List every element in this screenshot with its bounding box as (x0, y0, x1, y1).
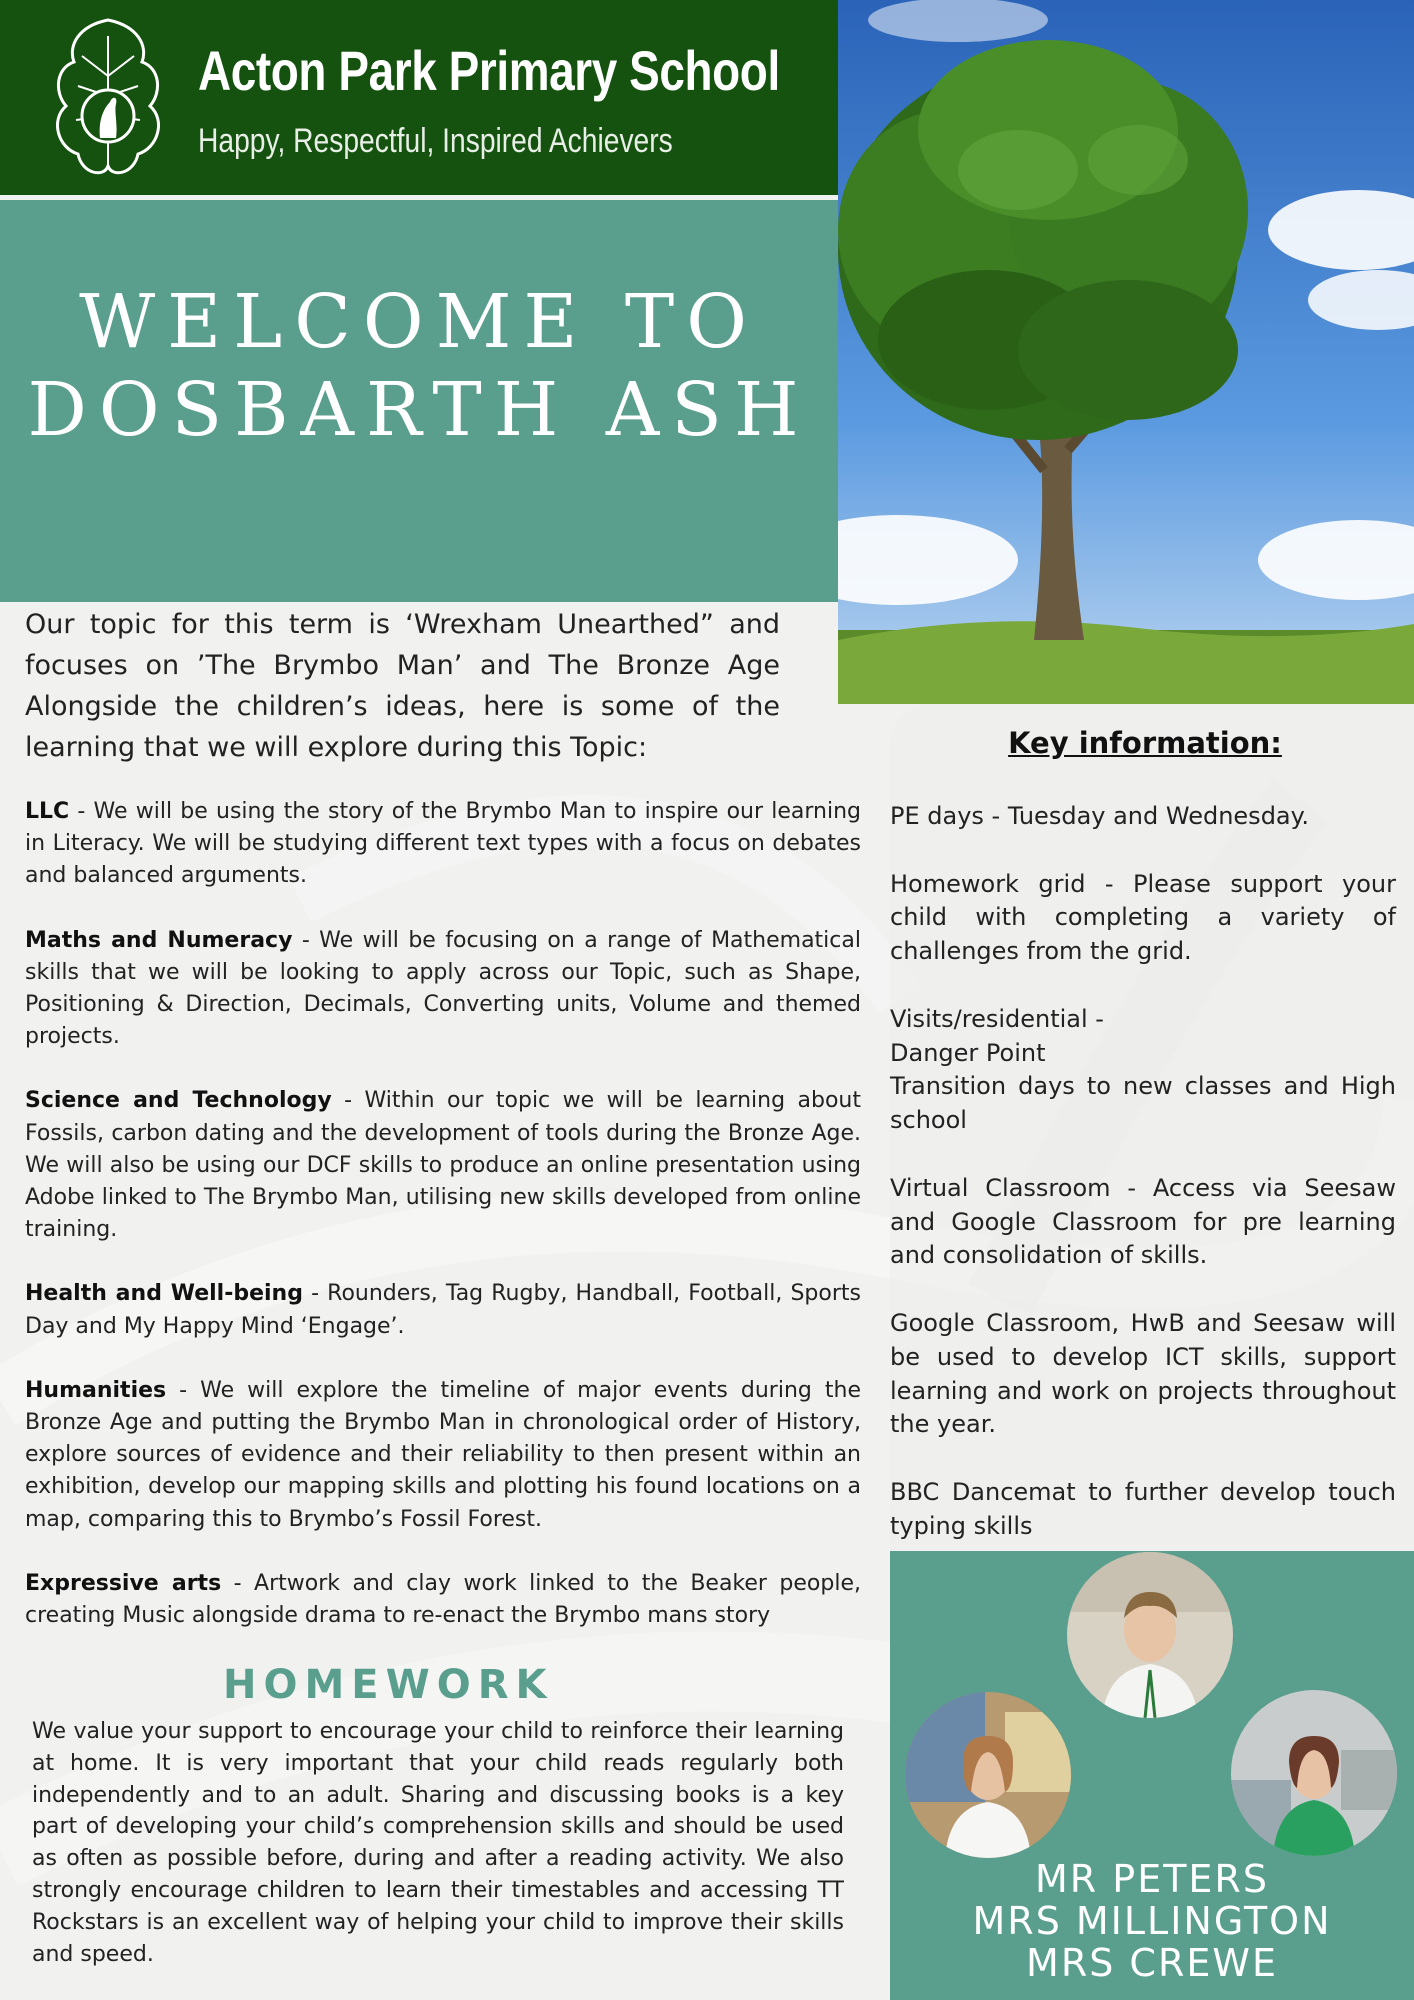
subject-paragraph (25, 1085, 861, 1246)
key-information-list (890, 800, 1396, 1544)
teacher-photo (1231, 1690, 1397, 1856)
homework-grid: Homework grid - Please support your child with completing a variety of challenges from the grid. (890, 869, 1396, 966)
subject-text: - Within our topic we will be learning about Fossils, carbon dating and the development of tools during the Bronze Age. We will also be using our DCF skills to produce an online presentation using Adobe linked to The Brymbo Man, utilising new skills developed from online training. (25, 1088, 861, 1243)
subject-paragraph (25, 796, 861, 893)
ict-tools: Google Classroom, HwB and Seesaw will be used to develop ICT skills, support learning and work on projects throughout the year. (890, 1308, 1396, 1439)
key-information-title: Key information: (1008, 726, 1282, 760)
school-crest-logo (48, 16, 168, 181)
welcome-title: WELCOME TO DOSBARTH ASH (27, 279, 811, 453)
subject-title: Expressive arts (25, 1570, 222, 1596)
virtual-classroom: Virtual Classroom - Access via Seesaw and Google Classroom for pre learning and consolidation of skills. (890, 1173, 1396, 1270)
staff-name: MRS CREWE (1026, 1941, 1278, 1985)
subject-paragraph (25, 925, 861, 1054)
visits-label: Visits/residential - (890, 1004, 1104, 1033)
visit-item: Transition days to new classes and High school (890, 1072, 1396, 1135)
subject-text: - We will explore the timeline of major events during the Bronze Age and putting the Brymbo Man in chronological order of History, explore sources of evidence and their reliability to then present within an exhibition, develop our mapping skills and plotting his found locations on a map, comparing this to Brymbo’s Fossil Forest. (25, 1377, 861, 1532)
teacher-photo (905, 1692, 1071, 1858)
subject-title: Maths and Numeracy (25, 927, 293, 953)
teacher-photo (1067, 1552, 1233, 1718)
subject-title: LLC (25, 799, 70, 824)
subject-paragraph (25, 1375, 861, 1536)
bbc-dancemat: BBC Dancemat to further develop touch typing skills (890, 1477, 1396, 1540)
subject-text: - We will be focusing on a range of Mathematical skills that we will be looking to apply across our Topic, such as Shape, Positioning & Direction, Decimals, Converting units, Volume and themed projects. (25, 927, 861, 1050)
school-motto: Happy, Respectful, Inspired Achievers (198, 122, 673, 160)
visit-item: Danger Point (890, 1038, 1046, 1067)
visits-residential (890, 1003, 1396, 1138)
subject-paragraph (25, 1278, 861, 1342)
staff-name: MRS MILLINGTON (972, 1899, 1332, 1943)
homework-text: We value your support to encourage your child to reinforce their learning at home. It is very important that your child reads regularly both independently and to an adult. Sharing and discussing books is a key part of developing your child’s comprehension skills and should be used as often as possible before, during and after a reading activity. We also strongly encourage children to learn their timestables and accessing TT Rockstars is an excellent way of helping your child to improve their skills and speed. (32, 1719, 844, 1967)
homework-heading: HOMEWORK (223, 1662, 554, 1708)
subject-title: Science and Technology (25, 1088, 332, 1114)
welcome-panel (0, 200, 838, 602)
tree-photo (838, 0, 1414, 704)
subject-text: - Artwork and clay work linked to the Beaker people, creating Music alongside drama to re-enact the Brymbo mans story (25, 1570, 861, 1629)
subject-text: - Rounders, Tag Rugby, Handball, Football, Sports Day and My Happy Mind ‘Engage’. (25, 1281, 861, 1339)
pe-days: PE days - Tuesday and Wednesday. (890, 802, 1310, 830)
staff-name: MR PETERS (1035, 1857, 1269, 1901)
subject-paragraph (25, 1568, 861, 1632)
subject-title: Health and Well-being (25, 1281, 303, 1307)
school-banner (0, 0, 838, 195)
staff-names (890, 1858, 1414, 1984)
topic-intro: Our topic for this term is ‘Wrexham Unearthed” and focuses on ’The Brymbo Man’ and The Bronze Age Alongside the children’s ideas, here is some of the learning that we will explore during this Topic: (25, 609, 780, 763)
school-name: Acton Park Primary School (198, 39, 780, 102)
subject-title: Humanities (25, 1377, 167, 1403)
subject-list (25, 796, 861, 1664)
subject-text: - We will be using the story of the Brymbo Man to inspire our learning in Literacy. We will be studying different text types with a focus on debates and balanced arguments. (25, 799, 861, 889)
